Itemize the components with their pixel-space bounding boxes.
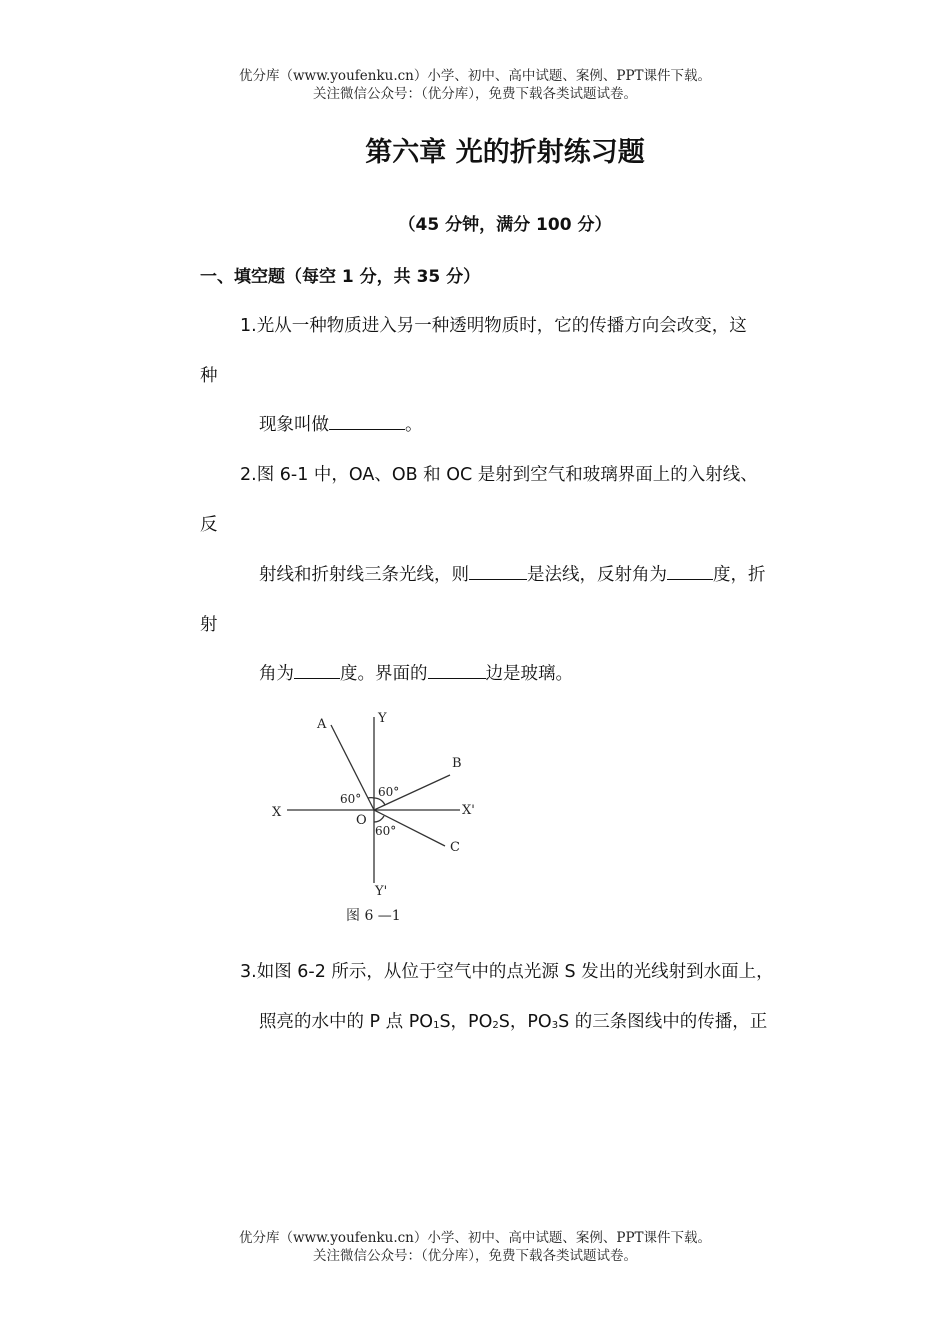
label-a: A (317, 717, 327, 732)
q2-blank-reflection (667, 578, 713, 580)
q3-sub-3: 3 (551, 1020, 559, 1031)
q2-text-b: 是法线，反射角为 (527, 565, 667, 585)
q1-line-3 (259, 411, 423, 436)
q1-blank (329, 428, 405, 430)
angle-arc-lower (374, 816, 384, 822)
q2-line-2: 反 (200, 515, 218, 535)
page-subtitle: （45 分钟，满分 100 分） (398, 215, 612, 235)
q2-text-d: 角为 (259, 664, 294, 684)
angle-label-upper-left: 60° (340, 792, 362, 806)
header-line-1: 优分库（www.youfenku.cn）小学、初中、高中试题、案例、PPT课件下载。 (238, 68, 712, 84)
q3-text-d: S 的三条图线中的传播，正 (558, 1012, 768, 1032)
q1-line-1: 1.光从一种物质进入另一种透明物质时，它的传播方向会改变，这 (240, 316, 747, 336)
q3-sub-1: 1 (433, 1020, 440, 1031)
page-footer (0, 1229, 950, 1265)
header-line-2: 关注微信公众号：（优分库），免费下载各类试题试卷。 (313, 86, 637, 102)
q1-text-a: 现象叫做 (259, 415, 329, 435)
q2-line-1: 2.图 6-1 中，OA、OB 和 OC 是射到空气和玻璃界面上的入射线、 (240, 465, 758, 485)
label-x: X (272, 805, 282, 820)
figure-caption: 图 6 —1 (346, 908, 401, 924)
q2-line-4: 射 (200, 615, 218, 635)
angle-label-upper-right: 60° (378, 785, 400, 799)
label-y: Y (378, 711, 387, 726)
q3-text-c: S，PO (498, 1012, 552, 1032)
label-b: B (452, 756, 462, 771)
figure-6-1 (262, 705, 492, 930)
q3-sub-2: 2 (492, 1020, 499, 1031)
label-y-prime: Y' (375, 884, 388, 899)
q2-text-a: 射线和折射线三条光线，则 (259, 565, 469, 585)
q3-line-2 (259, 1008, 767, 1033)
q2-text-c: 度，折 (713, 565, 766, 585)
q2-blank-refraction (294, 677, 340, 679)
label-o: O (356, 813, 367, 828)
q2-text-e: 度。界面的 (340, 664, 428, 684)
q2-line-3 (259, 561, 766, 586)
q2-blank-normal (469, 578, 527, 580)
page-header (0, 67, 950, 103)
angle-label-lower: 60° (375, 824, 397, 838)
footer-line-2: 关注微信公众号：（优分库），免费下载各类试题试卷。 (313, 1248, 637, 1264)
q1-text-b: 。 (405, 415, 423, 435)
q3-line-1: 3.如图 6-2 所示，从位于空气中的点光源 S 发出的光线射到水面上， (240, 962, 774, 982)
q2-text-f: 边是玻璃。 (485, 664, 573, 684)
q1-line-2: 种 (200, 366, 218, 386)
angle-arc-upper-right (374, 798, 385, 805)
q3-text-b: S，PO (439, 1012, 493, 1032)
page-title: 第六章 光的折射练习题 (365, 137, 645, 168)
q2-blank-side (428, 677, 486, 679)
q2-line-5 (259, 660, 573, 685)
label-x-prime: X' (462, 803, 475, 818)
q3-text-a: 照亮的水中的 P 点 PO (259, 1012, 434, 1032)
section-heading: 一、填空题（每空 1 分，共 35 分） (200, 267, 481, 287)
footer-line-1: 优分库（www.youfenku.cn）小学、初中、高中试题、案例、PPT课件下载。 (238, 1230, 712, 1246)
label-c: C (450, 840, 460, 855)
